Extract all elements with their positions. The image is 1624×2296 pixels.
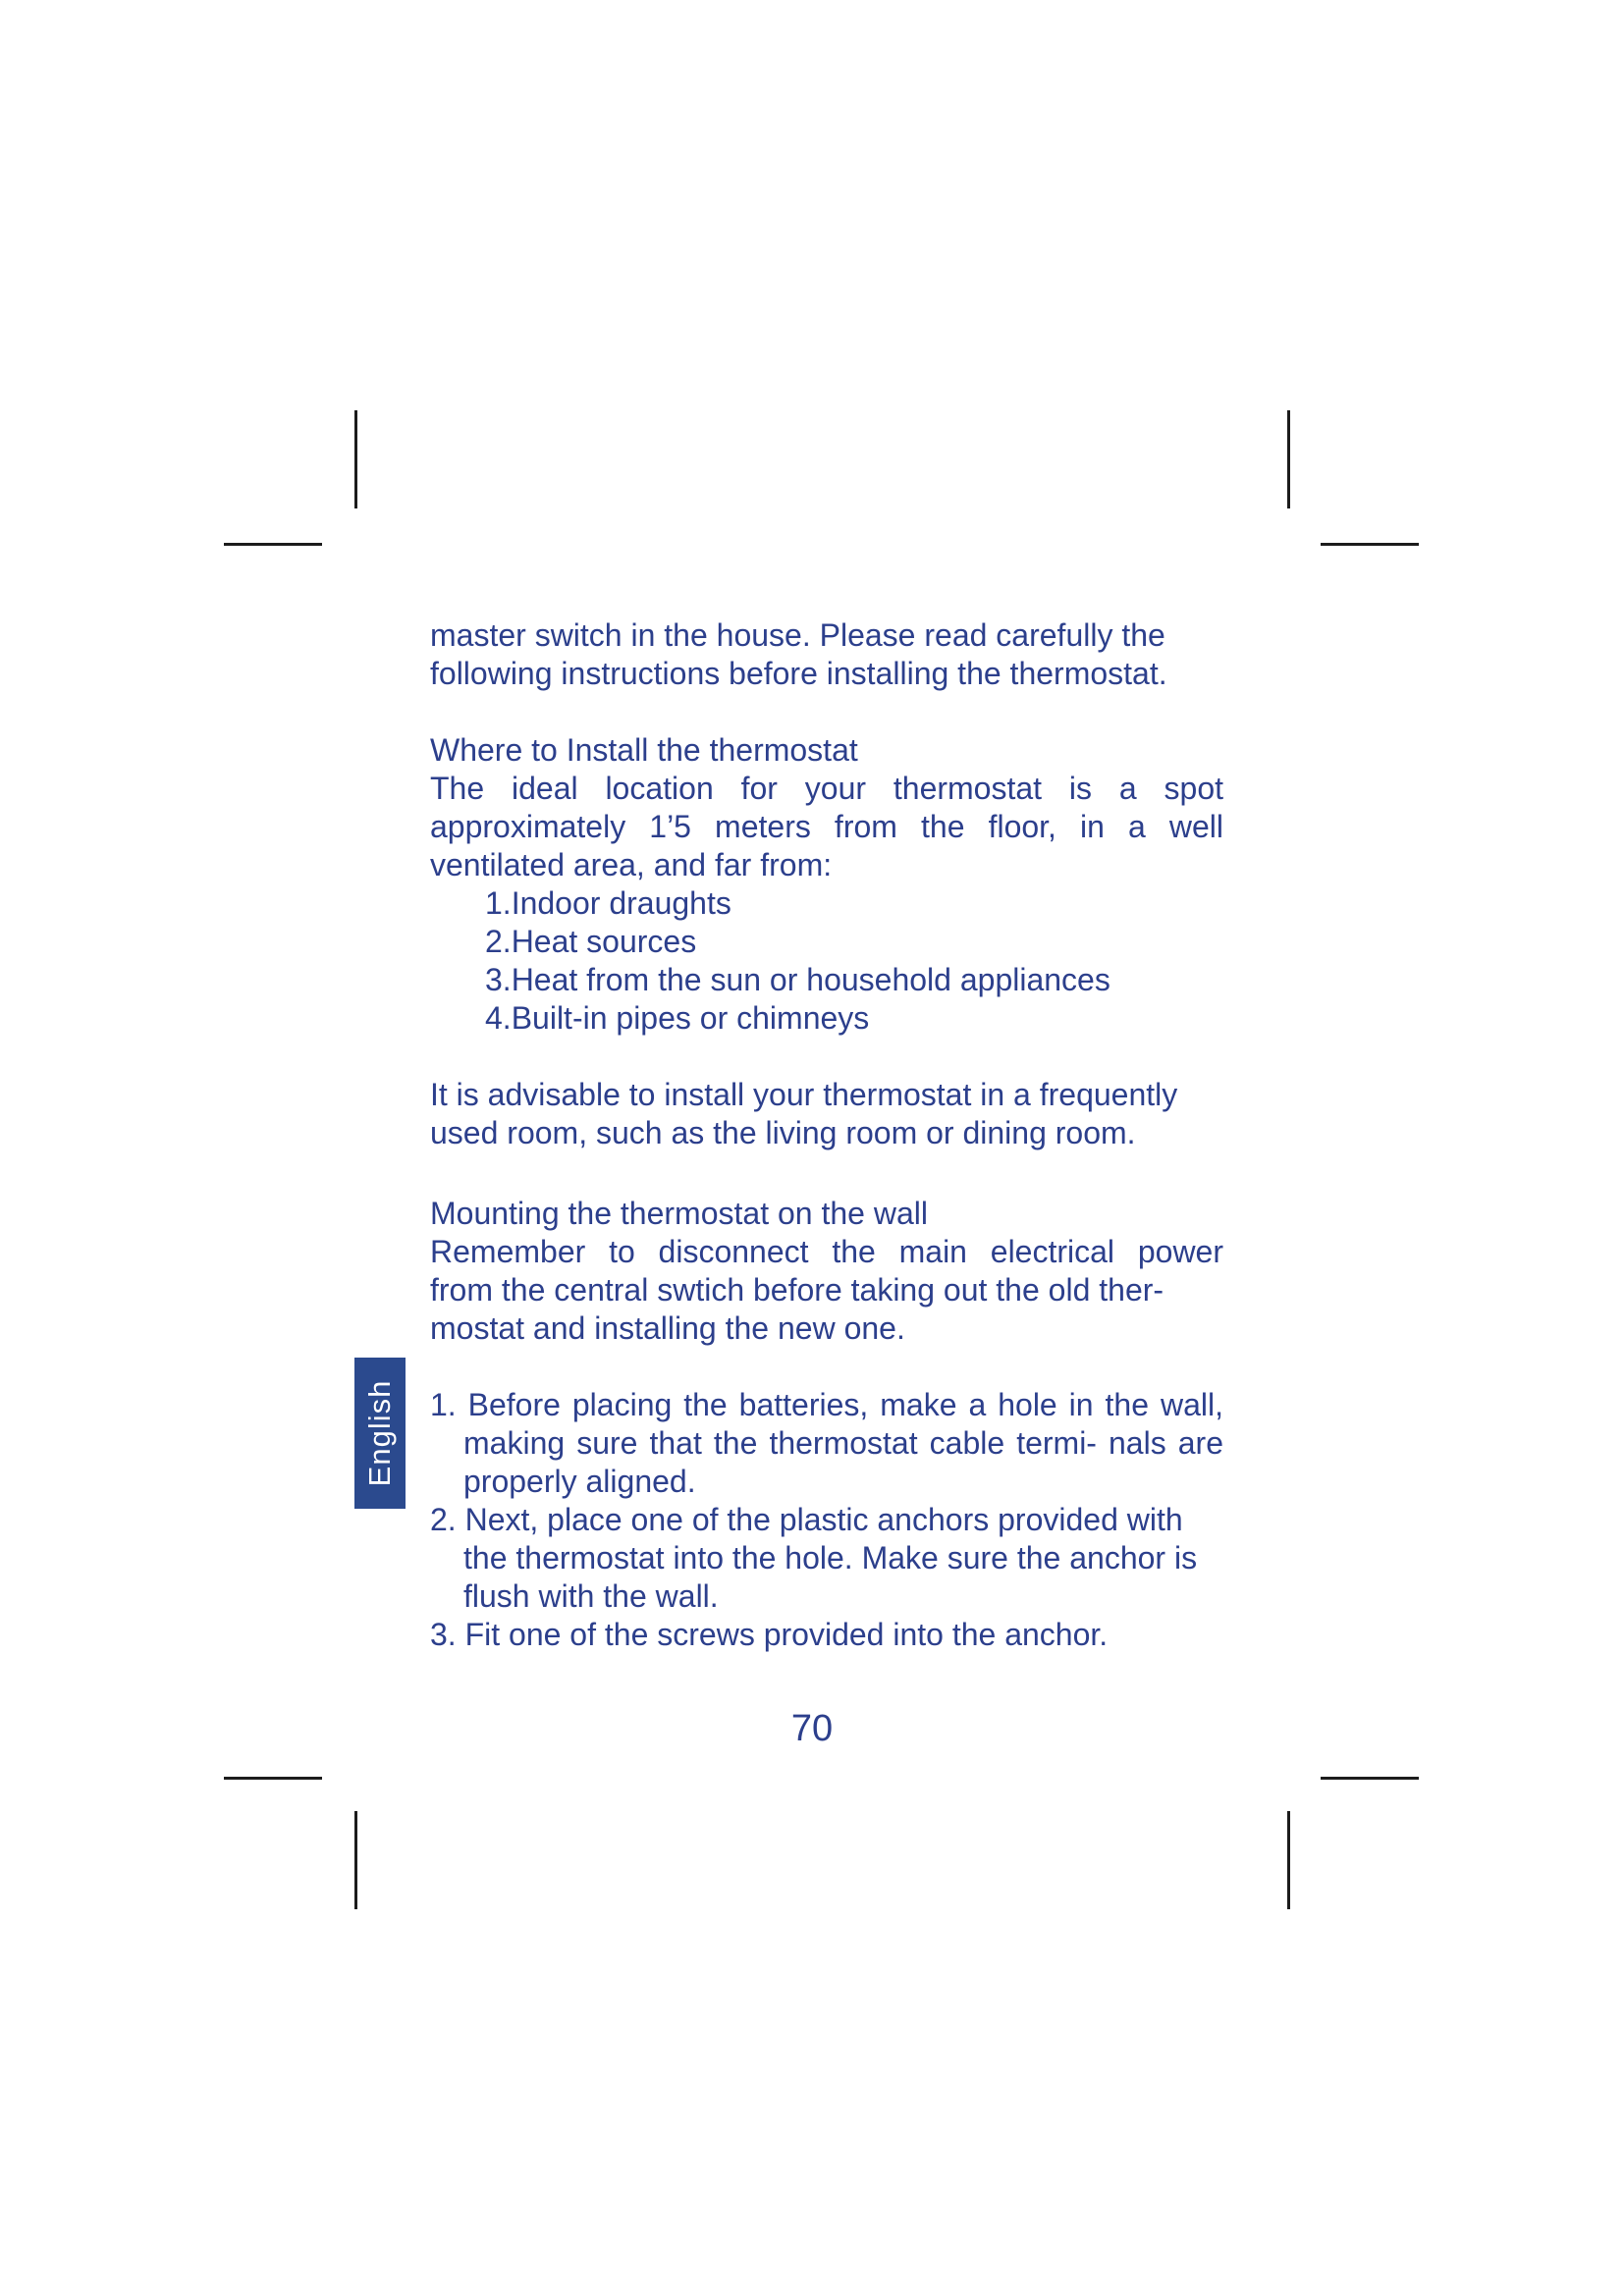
mounting-text-line: Remember to disconnect the main electrical power xyxy=(430,1234,1223,1269)
list-item: 1.Indoor draughts xyxy=(485,885,731,921)
intro-line: following instructions before installing the thermostat. xyxy=(430,656,1167,691)
mounting-text-line: mostat and installing the new one. xyxy=(430,1310,905,1346)
step-item: 3. Fit one of the screws provided into the anchor. xyxy=(430,1617,1109,1652)
crop-mark-bottom-left-vertical xyxy=(354,1811,357,1909)
page-content xyxy=(430,616,1223,1654)
crop-mark-top-right-vertical xyxy=(1287,410,1290,508)
step-item: 1. Before placing the batteries, make a hole in the wall, making sure that the thermostat cable termi- nals are properly aligned. xyxy=(430,1387,1223,1499)
list-item: 4.Built-in pipes or chimneys xyxy=(485,1000,870,1036)
step-item: 2. Next, place one of the plastic anchors provided with the thermostat into the hole. Make sure the anchor is flush with the wall. xyxy=(430,1502,1198,1614)
advice-line: It is advisable to install your thermostat in a frequently xyxy=(430,1077,1178,1112)
language-tab-label: English xyxy=(362,1379,397,1487)
page-number: 70 xyxy=(790,1708,834,1749)
intro-line: master switch in the house. Please read carefully the xyxy=(430,617,1165,653)
crop-mark-top-left-horizontal xyxy=(224,543,322,546)
install-text-line: approximately 1’5 meters from the floor, in a well xyxy=(430,809,1223,844)
advice-line: used room, such as the living room or dining room. xyxy=(430,1115,1136,1150)
list-item: 2.Heat sources xyxy=(485,924,697,959)
crop-mark-top-right-horizontal xyxy=(1321,543,1419,546)
section-heading-install: Where to Install the thermostat xyxy=(430,732,858,768)
section-heading-mounting: Mounting the thermostat on the wall xyxy=(430,1196,928,1231)
language-tab xyxy=(354,1358,406,1509)
crop-mark-bottom-right-vertical xyxy=(1287,1811,1290,1909)
crop-mark-top-left-vertical xyxy=(354,410,357,508)
crop-mark-bottom-left-horizontal xyxy=(224,1777,322,1780)
install-text-line: ventilated area, and far from: xyxy=(430,847,833,882)
install-text-line: The ideal location for your thermostat is a spot xyxy=(430,771,1223,806)
list-item: 3.Heat from the sun or household appliances xyxy=(485,962,1110,997)
mounting-text-line: from the central swtich before taking out the old ther- xyxy=(430,1272,1164,1308)
crop-mark-bottom-right-horizontal xyxy=(1321,1777,1419,1780)
